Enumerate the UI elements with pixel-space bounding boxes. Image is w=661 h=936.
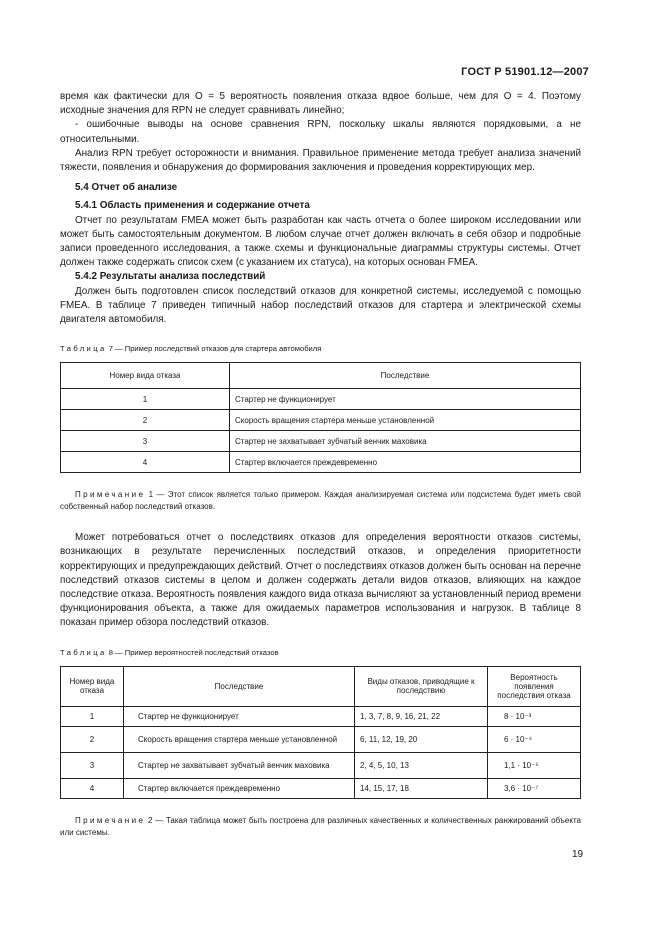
- table8-cell-effect: Скорость вращения стартера меньше установленной: [124, 726, 355, 752]
- table7-cell-effect: Стартер не захватывает зубчатый венчик маховика: [230, 431, 581, 452]
- table8-cell-num: 1: [61, 706, 124, 726]
- table-row: [61, 726, 581, 752]
- table7-caption: [60, 343, 581, 355]
- section-heading-5-4-1: 5.4.1 Область применения и содержание отчета: [75, 200, 310, 212]
- table-row: [61, 706, 581, 726]
- table7-header-effect: Последствие: [230, 363, 581, 389]
- note-2: [60, 815, 581, 839]
- table8-cell-num: 3: [61, 752, 124, 778]
- table7-header-num: Номер вида отказа: [61, 363, 230, 389]
- table-row: [61, 431, 581, 452]
- paragraph-rpn-3: Анализ RPN требует осторожности и внимания. Правильное применение метода требует анализа значений тяжести, появления и обнаружения до формирования заключения и проведения корректирующих мер.: [60, 147, 581, 174]
- table8-cell-num: 2: [61, 726, 124, 752]
- table-row: [61, 752, 581, 778]
- table7-cell-effect: Скорость вращения стартера меньше установленной: [230, 410, 581, 431]
- table-row: [61, 452, 581, 473]
- table7-caption-text: 7 — Пример последствий отказов для стартера автомобиля: [108, 344, 322, 354]
- table8-header-num: Номер вида отказа: [61, 666, 124, 706]
- table7-cell-num: 3: [61, 431, 230, 452]
- table8-caption: [60, 647, 581, 659]
- section-heading-5-4: 5.4 Отчет об анализе: [75, 182, 178, 194]
- paragraph-effects-list: Должен быть подготовлен список последствий отказов для конкретной системы, исследуемой с помощью FMEA. В таблице 7 приведен типичный набор последствий отказов для стартера и электрической схемы двигателя автомобиля.: [60, 285, 581, 326]
- table-7: [60, 362, 581, 473]
- section-heading-5-4-2: 5.4.2 Результаты анализа последствий: [75, 271, 266, 283]
- table8-cell-prob: 8 · 10⁻³: [488, 706, 581, 726]
- table8-cell-effect: Стартер включается преждевременно: [124, 778, 355, 798]
- note-1: [60, 489, 581, 513]
- paragraph-rpn-1: время как фактически для O = 5 вероятность появления отказа вдвое больше, чем для O = 4. Поэтому исходные значения для RPN не следует сравнивать линейно;: [60, 91, 581, 117]
- table7-caption-word: Таблица: [60, 344, 107, 354]
- table7-cell-effect: Стартер не функционирует: [230, 389, 581, 410]
- table7-cell-num: 1: [61, 389, 230, 410]
- table8-caption-text: 8 — Пример вероятностей последствий отказов: [108, 647, 279, 657]
- table-row: [61, 410, 581, 431]
- table8-cell-modes: 1, 3, 7, 8, 9, 16, 21, 22: [355, 706, 488, 726]
- table7-cell-effect: Стартер включается преждевременно: [230, 452, 581, 473]
- page-content: [60, 90, 581, 839]
- table8-cell-modes: 14, 15, 17, 18: [355, 778, 488, 798]
- page-number: 19: [572, 849, 584, 860]
- table8-cell-prob: 6 · 10⁻⁴: [488, 726, 581, 752]
- table-row: [61, 389, 581, 410]
- note1-label: Примечание: [75, 490, 146, 500]
- document-code: ГОСТ Р 51901.12—2007: [461, 66, 589, 78]
- note2-label: Примечание: [75, 815, 146, 825]
- table8-cell-modes: 6, 11, 12, 19, 20: [355, 726, 488, 752]
- table8-cell-num: 4: [61, 778, 124, 798]
- table8-header-effect: Последствие: [124, 666, 355, 706]
- table7-cell-num: 4: [61, 452, 230, 473]
- table8-cell-modes: 2, 4, 5, 10, 13: [355, 752, 488, 778]
- table8-header-modes: Виды отказов, приводящие к последствию: [355, 666, 488, 706]
- note2-text: 2 — Такая таблица может быть построена для различных качественных и количественных ранжирований объекта или системы.: [60, 815, 581, 837]
- table-8: [60, 666, 581, 799]
- table8-cell-effect: Стартер не захватывает зубчатый венчик маховика: [124, 752, 355, 778]
- table8-cell-prob: 3,6 · 10⁻⁷: [488, 778, 581, 798]
- table8-cell-prob: 1,1 · 10⁻⁵: [488, 752, 581, 778]
- paragraph-report: Отчет по результатам FMEA может быть разработан как часть отчета о более широком исследовании или может быть самостоятельным документом. В любом случае отчет должен включать в себя обзор и подробные записи проведенного исследования, а также схемы и функциональные диаграммы структуры системы. Отчет должен также содержать список схем (с указанием их статуса), на которых основан FMEA.: [60, 214, 581, 269]
- paragraph-rpn-2: - ошибочные выводы на основе сравнения RPN, поскольку шкалы являются порядковыми, а не относительными.: [60, 119, 581, 145]
- table8-cell-effect: Стартер не функционирует: [124, 706, 355, 726]
- note1-text: 1 — Этот список является только примером. Каждая анализируемая система или подсистема будет иметь свой собственный набор последствий отказов.: [60, 490, 581, 512]
- table8-caption-word: Таблица: [60, 647, 107, 657]
- table8-header-prob: Вероятность появления последствия отказа: [488, 666, 581, 706]
- table-row: [61, 778, 581, 798]
- table7-cell-num: 2: [61, 410, 230, 431]
- paragraph-effects-report: Может потребоваться отчет о последствиях отказов для определения вероятности отказов системы, возникающих в результате перечисленных последствий отказов, и определения приоритетности корректирующих и предупреждающих действий. Отчет о последствиях отказов должен быть основан на перечне последствий отказов системы в целом и должен содержать детали видов отказов, влияющих на каждое последствие отказа. Вероятность появления каждого вида отказа вычисляют за установленный период времени функционирования объекта, а также для ожидаемых параметров использования и нагрузок. В таблице 8 показан пример обзора последствий отказов.: [60, 532, 581, 629]
